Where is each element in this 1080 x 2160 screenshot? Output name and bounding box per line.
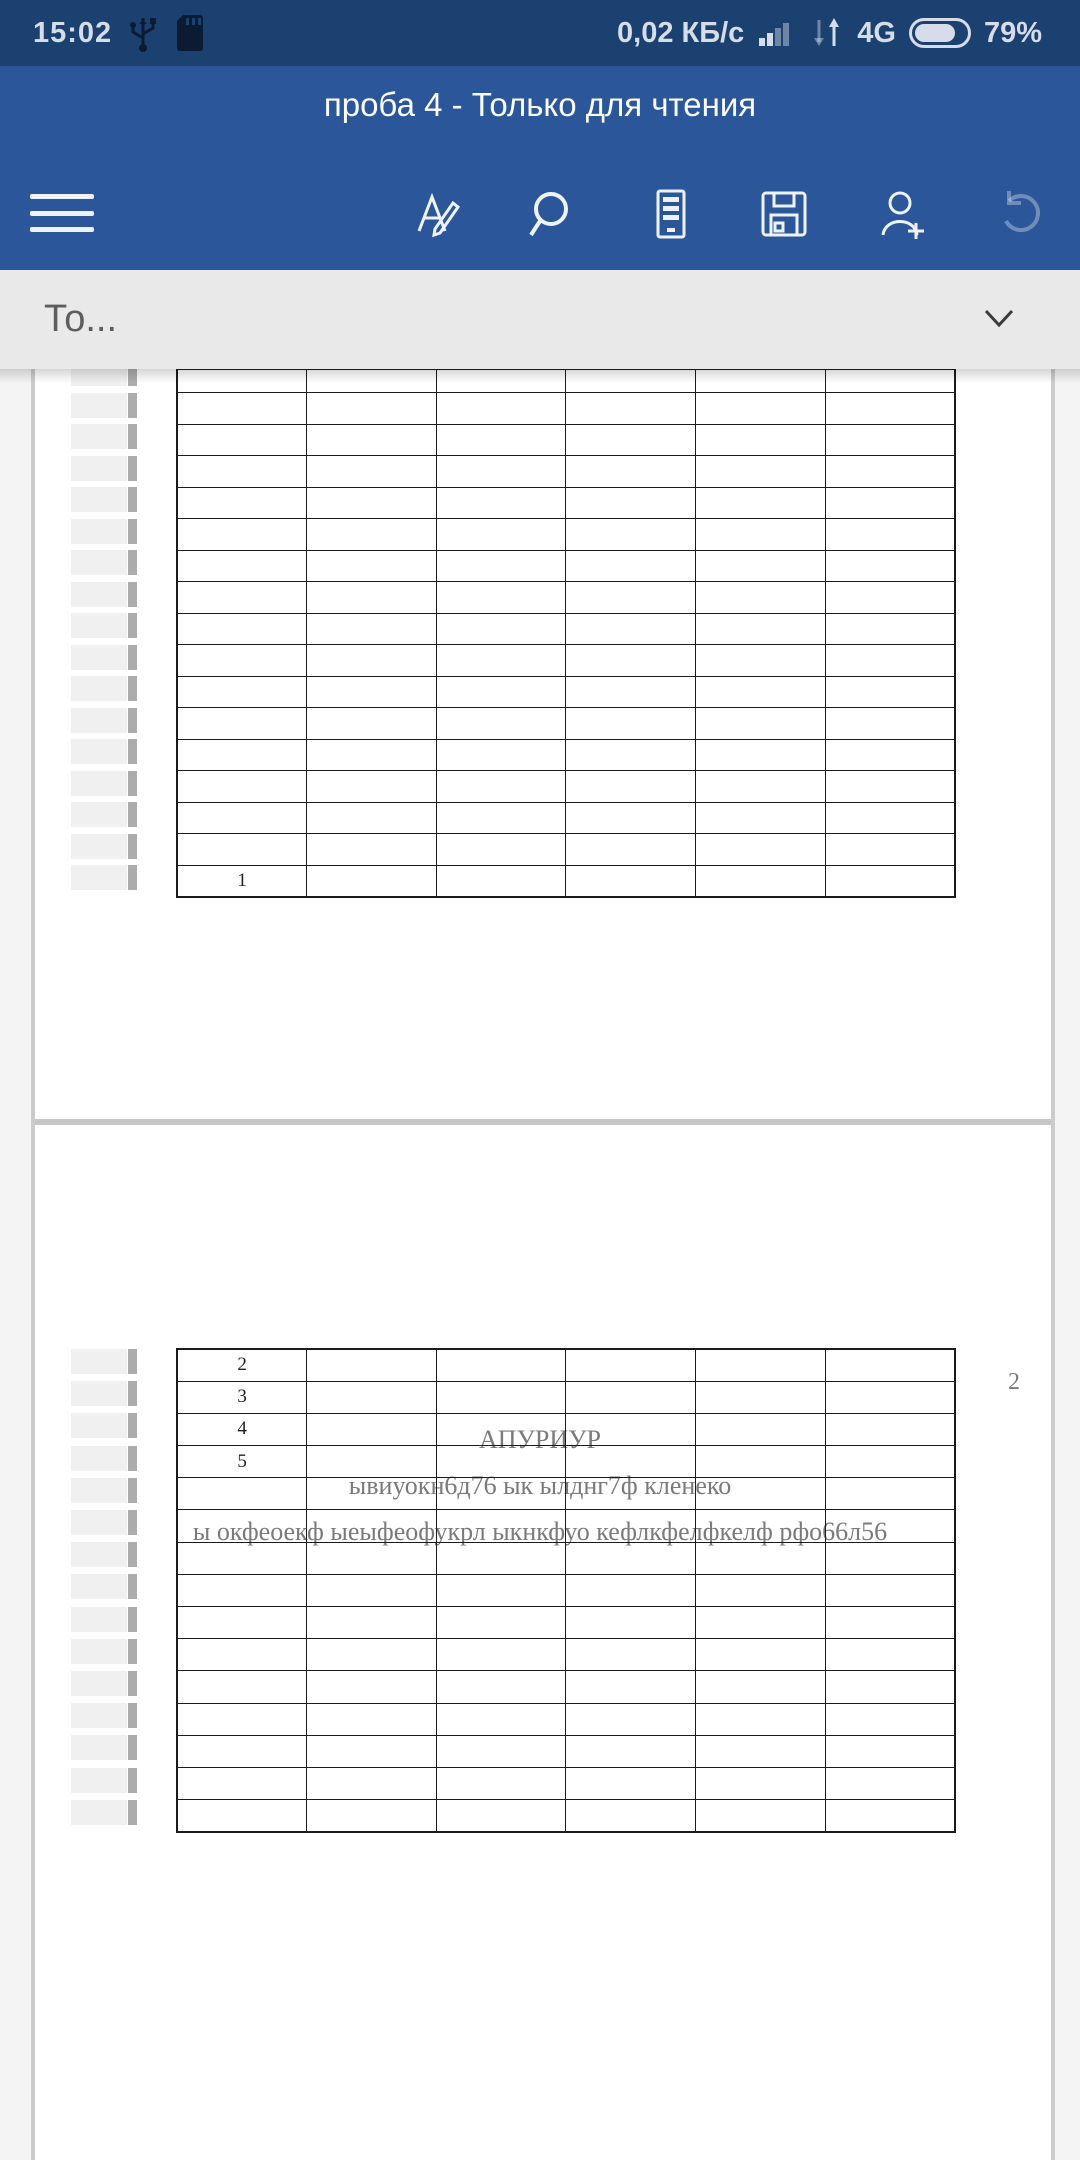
revision-marker	[71, 1542, 137, 1567]
revision-marker	[71, 456, 137, 481]
table-row	[177, 1510, 955, 1542]
data-rate: 0,02 КБ/с	[617, 16, 745, 49]
table-cell	[825, 1542, 955, 1574]
table-cell	[436, 1703, 566, 1735]
table-cell	[825, 1510, 955, 1542]
table-cell	[436, 865, 566, 897]
table-cell: 5	[177, 1446, 307, 1478]
table-cell	[177, 834, 307, 866]
table-row	[177, 1607, 955, 1639]
table-cell	[566, 1639, 696, 1671]
table-cell	[825, 1735, 955, 1767]
edit-icon[interactable]	[402, 176, 474, 252]
table-row	[177, 1381, 955, 1413]
table-row	[177, 676, 955, 708]
table-cell	[825, 1574, 955, 1606]
table-cell	[566, 1542, 696, 1574]
table-row	[177, 1478, 955, 1510]
table-cell	[307, 582, 437, 614]
table-cell	[566, 1413, 696, 1445]
table-cell	[177, 487, 307, 519]
table-cell	[177, 645, 307, 677]
table-cell	[177, 1767, 307, 1799]
table-cell	[696, 1671, 826, 1703]
table-cell	[825, 424, 955, 456]
page2-table	[176, 1348, 956, 1833]
table-cell	[566, 708, 696, 740]
table-row	[177, 1542, 955, 1574]
revision-marker	[71, 519, 137, 544]
table-cell	[696, 645, 826, 677]
table-cell	[307, 424, 437, 456]
table-cell	[307, 393, 437, 425]
battery-icon	[909, 18, 971, 48]
table-row	[177, 487, 955, 519]
table-cell	[566, 1381, 696, 1413]
revision-marker	[71, 1446, 137, 1471]
revision-marker	[71, 1574, 137, 1599]
table-cell	[436, 1767, 566, 1799]
table-cell	[177, 1542, 307, 1574]
table-cell	[436, 1735, 566, 1767]
usb-icon	[126, 12, 160, 54]
table-cell	[696, 519, 826, 551]
table-cell	[825, 645, 955, 677]
table-cell	[696, 802, 826, 834]
table-cell	[307, 676, 437, 708]
table-cell	[307, 802, 437, 834]
table-cell	[436, 1800, 566, 1832]
table-cell	[696, 1381, 826, 1413]
revision-marker	[71, 424, 137, 449]
table-cell	[307, 550, 437, 582]
table-cell	[436, 1381, 566, 1413]
table-cell	[825, 487, 955, 519]
revision-marker	[71, 1413, 137, 1438]
page1-table	[176, 369, 956, 898]
table-cell	[566, 771, 696, 803]
menu-icon[interactable]	[30, 190, 96, 236]
table-row	[177, 424, 955, 456]
table-cell	[696, 1800, 826, 1832]
table-cell	[566, 1800, 696, 1832]
revision-marker	[71, 708, 137, 733]
table-cell	[696, 1735, 826, 1767]
app-bar	[0, 66, 1080, 270]
table-cell	[177, 456, 307, 488]
status-right-cluster	[617, 16, 1042, 50]
table-cell	[307, 645, 437, 677]
table-cell	[825, 519, 955, 551]
revision-marker	[71, 1671, 137, 1696]
table-cell	[307, 613, 437, 645]
table-cell	[307, 456, 437, 488]
table-cell	[825, 676, 955, 708]
table-cell	[307, 519, 437, 551]
table-cell	[436, 1413, 566, 1445]
table-row	[177, 1800, 955, 1832]
network-arrows-icon	[810, 16, 844, 50]
table-cell	[307, 1510, 437, 1542]
table-cell	[177, 1639, 307, 1671]
network-type: 4G	[857, 16, 896, 49]
table-cell	[436, 582, 566, 614]
revision-marker	[71, 802, 137, 827]
table-cell	[566, 519, 696, 551]
table-cell	[436, 1446, 566, 1478]
table-cell	[307, 1381, 437, 1413]
table-cell	[696, 456, 826, 488]
table-cell	[566, 1607, 696, 1639]
table-cell	[825, 613, 955, 645]
table-cell	[825, 1639, 955, 1671]
revision-marker	[71, 1703, 137, 1728]
table-cell: 3	[177, 1381, 307, 1413]
table-row	[177, 645, 955, 677]
revision-marker	[71, 1381, 137, 1406]
table-row	[177, 1735, 955, 1767]
table-cell	[566, 1446, 696, 1478]
table-cell	[177, 1478, 307, 1510]
table-cell	[307, 1349, 437, 1381]
table-cell	[307, 1478, 437, 1510]
table-cell	[436, 487, 566, 519]
mobile-view-icon[interactable]	[634, 176, 706, 252]
table-row	[177, 393, 955, 425]
table-cell	[436, 424, 566, 456]
table-cell	[307, 834, 437, 866]
table-cell	[177, 708, 307, 740]
table-cell	[307, 487, 437, 519]
table-cell	[696, 1349, 826, 1381]
table-cell	[566, 739, 696, 771]
revision-marker	[71, 582, 137, 607]
table-cell	[307, 1767, 437, 1799]
table-cell	[436, 708, 566, 740]
table-cell	[177, 393, 307, 425]
table-cell	[177, 1574, 307, 1606]
table-cell	[307, 1446, 437, 1478]
table-cell	[566, 1735, 696, 1767]
table-cell	[825, 1607, 955, 1639]
revision-marker	[71, 1735, 137, 1760]
table-cell	[696, 771, 826, 803]
table-cell	[307, 771, 437, 803]
status-bar	[0, 0, 1080, 66]
revision-marker	[71, 1800, 137, 1825]
table-cell	[177, 582, 307, 614]
canvas-gutter-left	[0, 369, 31, 2160]
table-cell	[696, 1413, 826, 1445]
table-cell	[825, 393, 955, 425]
table-cell	[566, 676, 696, 708]
table-cell	[566, 865, 696, 897]
table-cell	[696, 1703, 826, 1735]
clock: 15:02	[33, 16, 113, 49]
table-row	[177, 582, 955, 614]
table-cell	[307, 1703, 437, 1735]
table-cell	[825, 1767, 955, 1799]
share-add-person-icon[interactable]	[866, 176, 938, 252]
table-cell	[177, 1800, 307, 1832]
table-cell	[436, 1607, 566, 1639]
table-cell: 4	[177, 1413, 307, 1445]
table-cell	[177, 424, 307, 456]
table-cell	[177, 613, 307, 645]
table-cell	[566, 1510, 696, 1542]
table-cell	[307, 708, 437, 740]
table-cell	[307, 1639, 437, 1671]
table-cell	[177, 739, 307, 771]
table-row	[177, 802, 955, 834]
table-cell	[825, 456, 955, 488]
revision-marker	[71, 1607, 137, 1632]
table-row	[177, 1349, 955, 1381]
table-cell	[566, 645, 696, 677]
revision-marker	[71, 393, 137, 418]
table-cell	[566, 582, 696, 614]
revision-marker	[71, 1639, 137, 1664]
document-canvas	[0, 369, 1080, 2160]
revision-marker	[71, 550, 137, 575]
table-cell	[696, 393, 826, 425]
table-cell	[696, 424, 826, 456]
table-cell	[696, 1607, 826, 1639]
table-cell: 2	[177, 1349, 307, 1381]
table-cell	[825, 865, 955, 897]
table-cell	[825, 1800, 955, 1832]
toolbar	[0, 162, 1080, 270]
table-cell	[436, 550, 566, 582]
revision-marker	[71, 865, 137, 890]
canvas-gutter-right	[1055, 369, 1080, 2160]
table-cell	[436, 771, 566, 803]
page-break	[35, 1119, 1051, 1125]
save-icon[interactable]	[748, 176, 820, 252]
table-cell	[566, 1574, 696, 1606]
heading-line: АПУРИУР	[478, 1425, 602, 1454]
table-cell	[436, 1510, 566, 1542]
revision-marker	[71, 739, 137, 764]
revision-marker	[71, 771, 137, 796]
table-row	[177, 1639, 955, 1671]
table-cell	[566, 487, 696, 519]
table-row	[177, 550, 955, 582]
revision-marker	[71, 1349, 137, 1374]
table-cell	[307, 739, 437, 771]
chevron-down-icon[interactable]	[980, 306, 1018, 330]
search-icon[interactable]	[518, 176, 590, 252]
table-cell	[696, 1446, 826, 1478]
page-number: 2	[1008, 1369, 1020, 1395]
table-cell	[566, 424, 696, 456]
table-cell	[825, 771, 955, 803]
table-cell	[696, 582, 826, 614]
table-cell	[825, 1446, 955, 1478]
revision-marker	[71, 613, 137, 638]
table-cell	[696, 1639, 826, 1671]
table-cell	[177, 1607, 307, 1639]
table-cell	[825, 1349, 955, 1381]
undo-icon[interactable]	[986, 176, 1058, 252]
revision-marker	[71, 1478, 137, 1503]
revision-marker	[71, 1768, 137, 1793]
table-cell	[696, 550, 826, 582]
table-cell	[696, 1767, 826, 1799]
table-cell	[436, 834, 566, 866]
table-row	[177, 771, 955, 803]
table-cell	[436, 1639, 566, 1671]
table-cell	[307, 865, 437, 897]
table-cell	[307, 1413, 437, 1445]
sd-card-icon	[174, 12, 206, 54]
page-edge-left	[31, 369, 35, 2160]
table-cell	[825, 1478, 955, 1510]
table-cell	[177, 519, 307, 551]
table-cell: 1	[177, 865, 307, 897]
table-cell	[696, 613, 826, 645]
table-cell	[825, 550, 955, 582]
table-cell	[696, 739, 826, 771]
table-cell	[436, 1478, 566, 1510]
table-cell	[825, 1413, 955, 1445]
table-cell	[436, 1349, 566, 1381]
table-cell	[566, 393, 696, 425]
table-cell	[825, 739, 955, 771]
table-cell	[825, 1703, 955, 1735]
table-cell	[177, 1671, 307, 1703]
subtitle-line-2: ы окфеоекф ыеыфеофукрл ыкнкфуо кефлкфелфкелф рфо66л56	[192, 1517, 888, 1546]
table-cell	[566, 1703, 696, 1735]
table-row	[177, 1574, 955, 1606]
table-row	[177, 708, 955, 740]
table-row	[177, 1446, 955, 1478]
table-cell	[566, 550, 696, 582]
table-cell	[825, 1381, 955, 1413]
table-cell	[825, 1671, 955, 1703]
table-cell	[177, 1703, 307, 1735]
table-row	[177, 613, 955, 645]
table-cell	[696, 834, 826, 866]
table-cell	[177, 550, 307, 582]
table-cell	[177, 1510, 307, 1542]
table-row	[177, 1767, 955, 1799]
table-row	[177, 1703, 955, 1735]
table-cell	[436, 676, 566, 708]
table-cell	[825, 834, 955, 866]
table-cell	[696, 865, 826, 897]
table-cell	[696, 487, 826, 519]
table-cell	[436, 739, 566, 771]
table-cell	[696, 676, 826, 708]
revision-marker	[71, 1510, 137, 1535]
table-cell	[566, 1767, 696, 1799]
table-row	[177, 1413, 955, 1445]
table-cell	[436, 645, 566, 677]
table-cell	[566, 1478, 696, 1510]
table-cell	[696, 1510, 826, 1542]
table-cell	[177, 802, 307, 834]
table-cell	[307, 1735, 437, 1767]
table-cell	[696, 1574, 826, 1606]
find-bar[interactable]	[0, 270, 1080, 369]
table-cell	[825, 708, 955, 740]
table-cell	[177, 1735, 307, 1767]
table-cell	[566, 1671, 696, 1703]
table-cell	[436, 802, 566, 834]
table-row	[177, 834, 955, 866]
table-row	[177, 739, 955, 771]
table-cell	[177, 771, 307, 803]
table-cell	[436, 1671, 566, 1703]
table-row	[177, 456, 955, 488]
document-title: проба 4 - Только для чтения	[323, 86, 757, 123]
signal-icon	[757, 18, 797, 48]
table-row	[177, 519, 955, 551]
subtitle-line-1: ывиуокн6д76 ык ылднг7ф кленеко	[348, 1471, 732, 1500]
table-row	[177, 865, 955, 897]
revision-marker	[71, 487, 137, 512]
table-cell	[566, 613, 696, 645]
table-cell	[436, 1542, 566, 1574]
table-cell	[436, 456, 566, 488]
table-cell	[566, 802, 696, 834]
table-cell	[825, 582, 955, 614]
table-cell	[307, 1607, 437, 1639]
table-cell	[307, 1671, 437, 1703]
table-cell	[566, 834, 696, 866]
table-cell	[696, 708, 826, 740]
table-cell	[436, 393, 566, 425]
table-cell	[436, 1574, 566, 1606]
revision-marker	[71, 676, 137, 701]
table-cell	[307, 1574, 437, 1606]
table-cell	[566, 456, 696, 488]
table-cell	[436, 613, 566, 645]
table-cell	[307, 1542, 437, 1574]
table-cell	[566, 1349, 696, 1381]
table-cell	[436, 519, 566, 551]
table-row	[177, 1671, 955, 1703]
table-cell	[307, 1800, 437, 1832]
table-cell	[696, 1478, 826, 1510]
table-cell	[696, 1542, 826, 1574]
revision-marker	[71, 834, 137, 859]
find-bar-label: То...	[44, 298, 118, 340]
revision-marker	[71, 645, 137, 670]
battery-percent: 79%	[983, 16, 1042, 49]
table-cell	[177, 676, 307, 708]
table-cell	[825, 802, 955, 834]
